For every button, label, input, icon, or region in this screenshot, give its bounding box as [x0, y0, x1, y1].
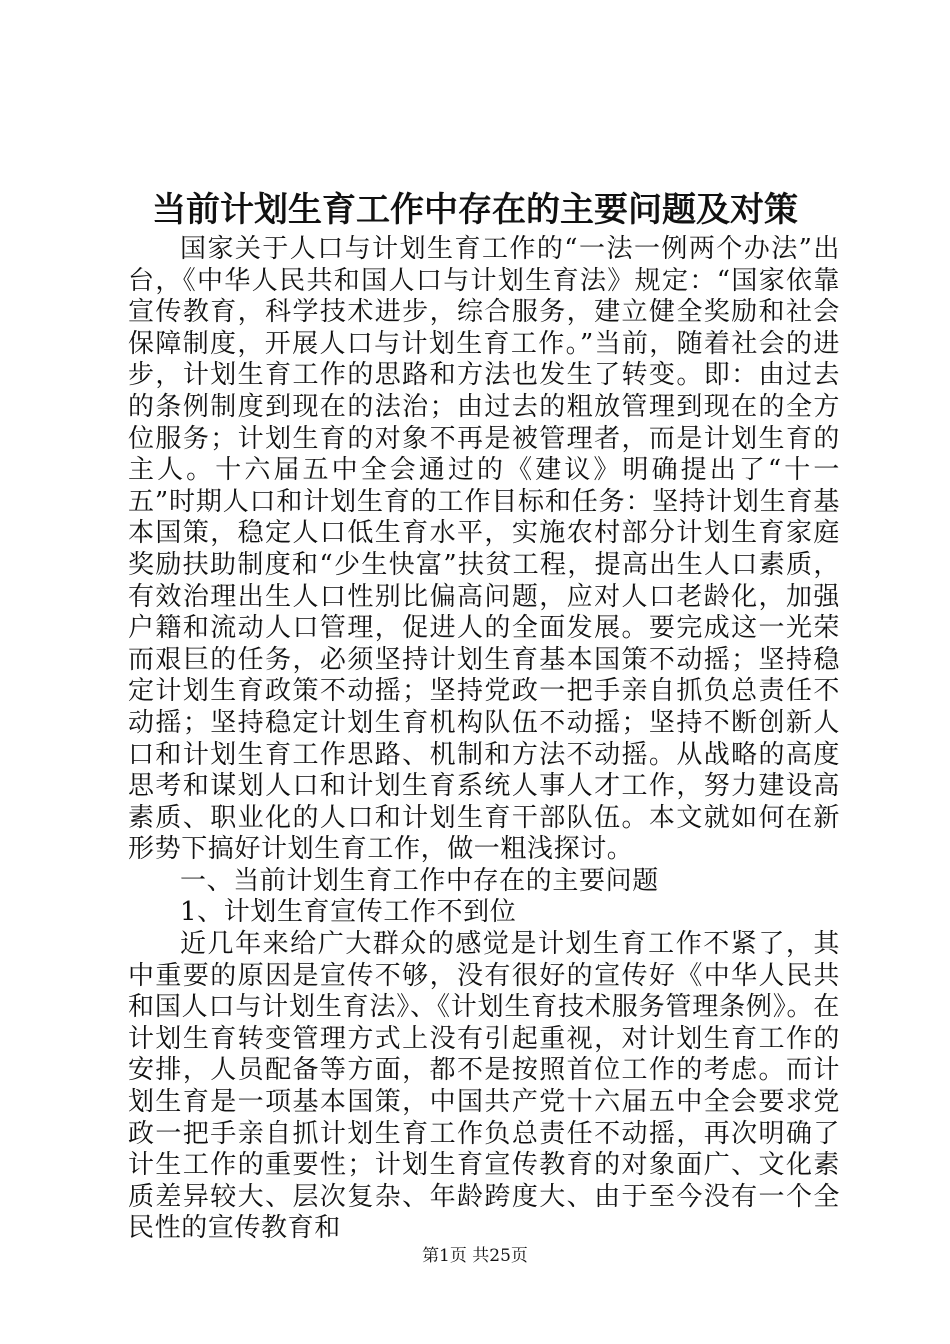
page-footer: 第1页 共25页 — [422, 1246, 528, 1266]
section-heading: 一、当前计划生育工作中存在的主要问题 — [180, 865, 659, 896]
document-title: 当前计划生育工作中存在的主要问题及对策 — [152, 190, 798, 230]
subsection-heading: 1、计划生育宣传工作不到位 — [180, 897, 517, 928]
intro-paragraph: 国家关于人口与计划生育工作的“一法一例两个办法”出台，《中华人民共和国人口与计划生育法》规定：“国家依靠宣传教育，科学技术进步，综合服务，建立健全奖励和社会保障制度，开展人口与计划生育工作。”当前，随着社会的进步，计划生育工作的思路和方法也发生了转变。即：由过去的条例制度到现在的法治；由过去的粗放管理到现在的全方位服务；计划生育的对象不再是被管理者，而是计划生育的主人。十六届五中全会通过的《建议》明确提出了“十一五”时期人口和计划生育的工作目标和任务：坚持计划生育基本国策，稳定人口低生育水平，实施农村部分计划生育家庭奖励扶助制度和“少生快富”扶贫工程，提高出生人口素质，有效治理出生人口性别比偏高问题，应对人口老龄化，加强户籍和流动人口管理，促进人的全面发展。要完成这一光荣而艰巨的任务，必须坚持计划生育基本国策不动摇；坚持稳定计划生育政策不动摇；坚持党政一把手亲自抓负总责任不动摇；坚持稳定计划生育机构队伍不动摇；坚持不断创新人口和计划生育工作思路、机制和方法不动摇。从战略的高度思考和谋划人口和计划生育系统人事人才工作，努力建设高素质、职业化的人口和计划生育干部队伍。本文就如何在新形势下搞好计划生育工作，做一粗浅探讨。 — [128, 234, 840, 865]
body-paragraph: 近几年来给广大群众的感觉是计划生育工作不紧了，其中重要的原因是宣传不够，没有很好的宣传好《中华人民共和国人口与计划生育法》、《计划生育技术服务管理条例》。在计划生育转变管理方式上没有引起重视，对计划生育工作的安排，人员配备等方面，都不是按照首位工作的考虑。而计划生育是一项基本国策，中国共产党十六届五中全会要求党政一把手亲自抓计划生育工作负总责任不动摇，再次明确了计生工作的重要性；计划生育宣传教育的对象面广、文化素质差异较大、层次复杂、年龄跨度大、由于至今没有一个全民性的宣传教育和 — [128, 929, 840, 1244]
document-body — [128, 234, 840, 1245]
